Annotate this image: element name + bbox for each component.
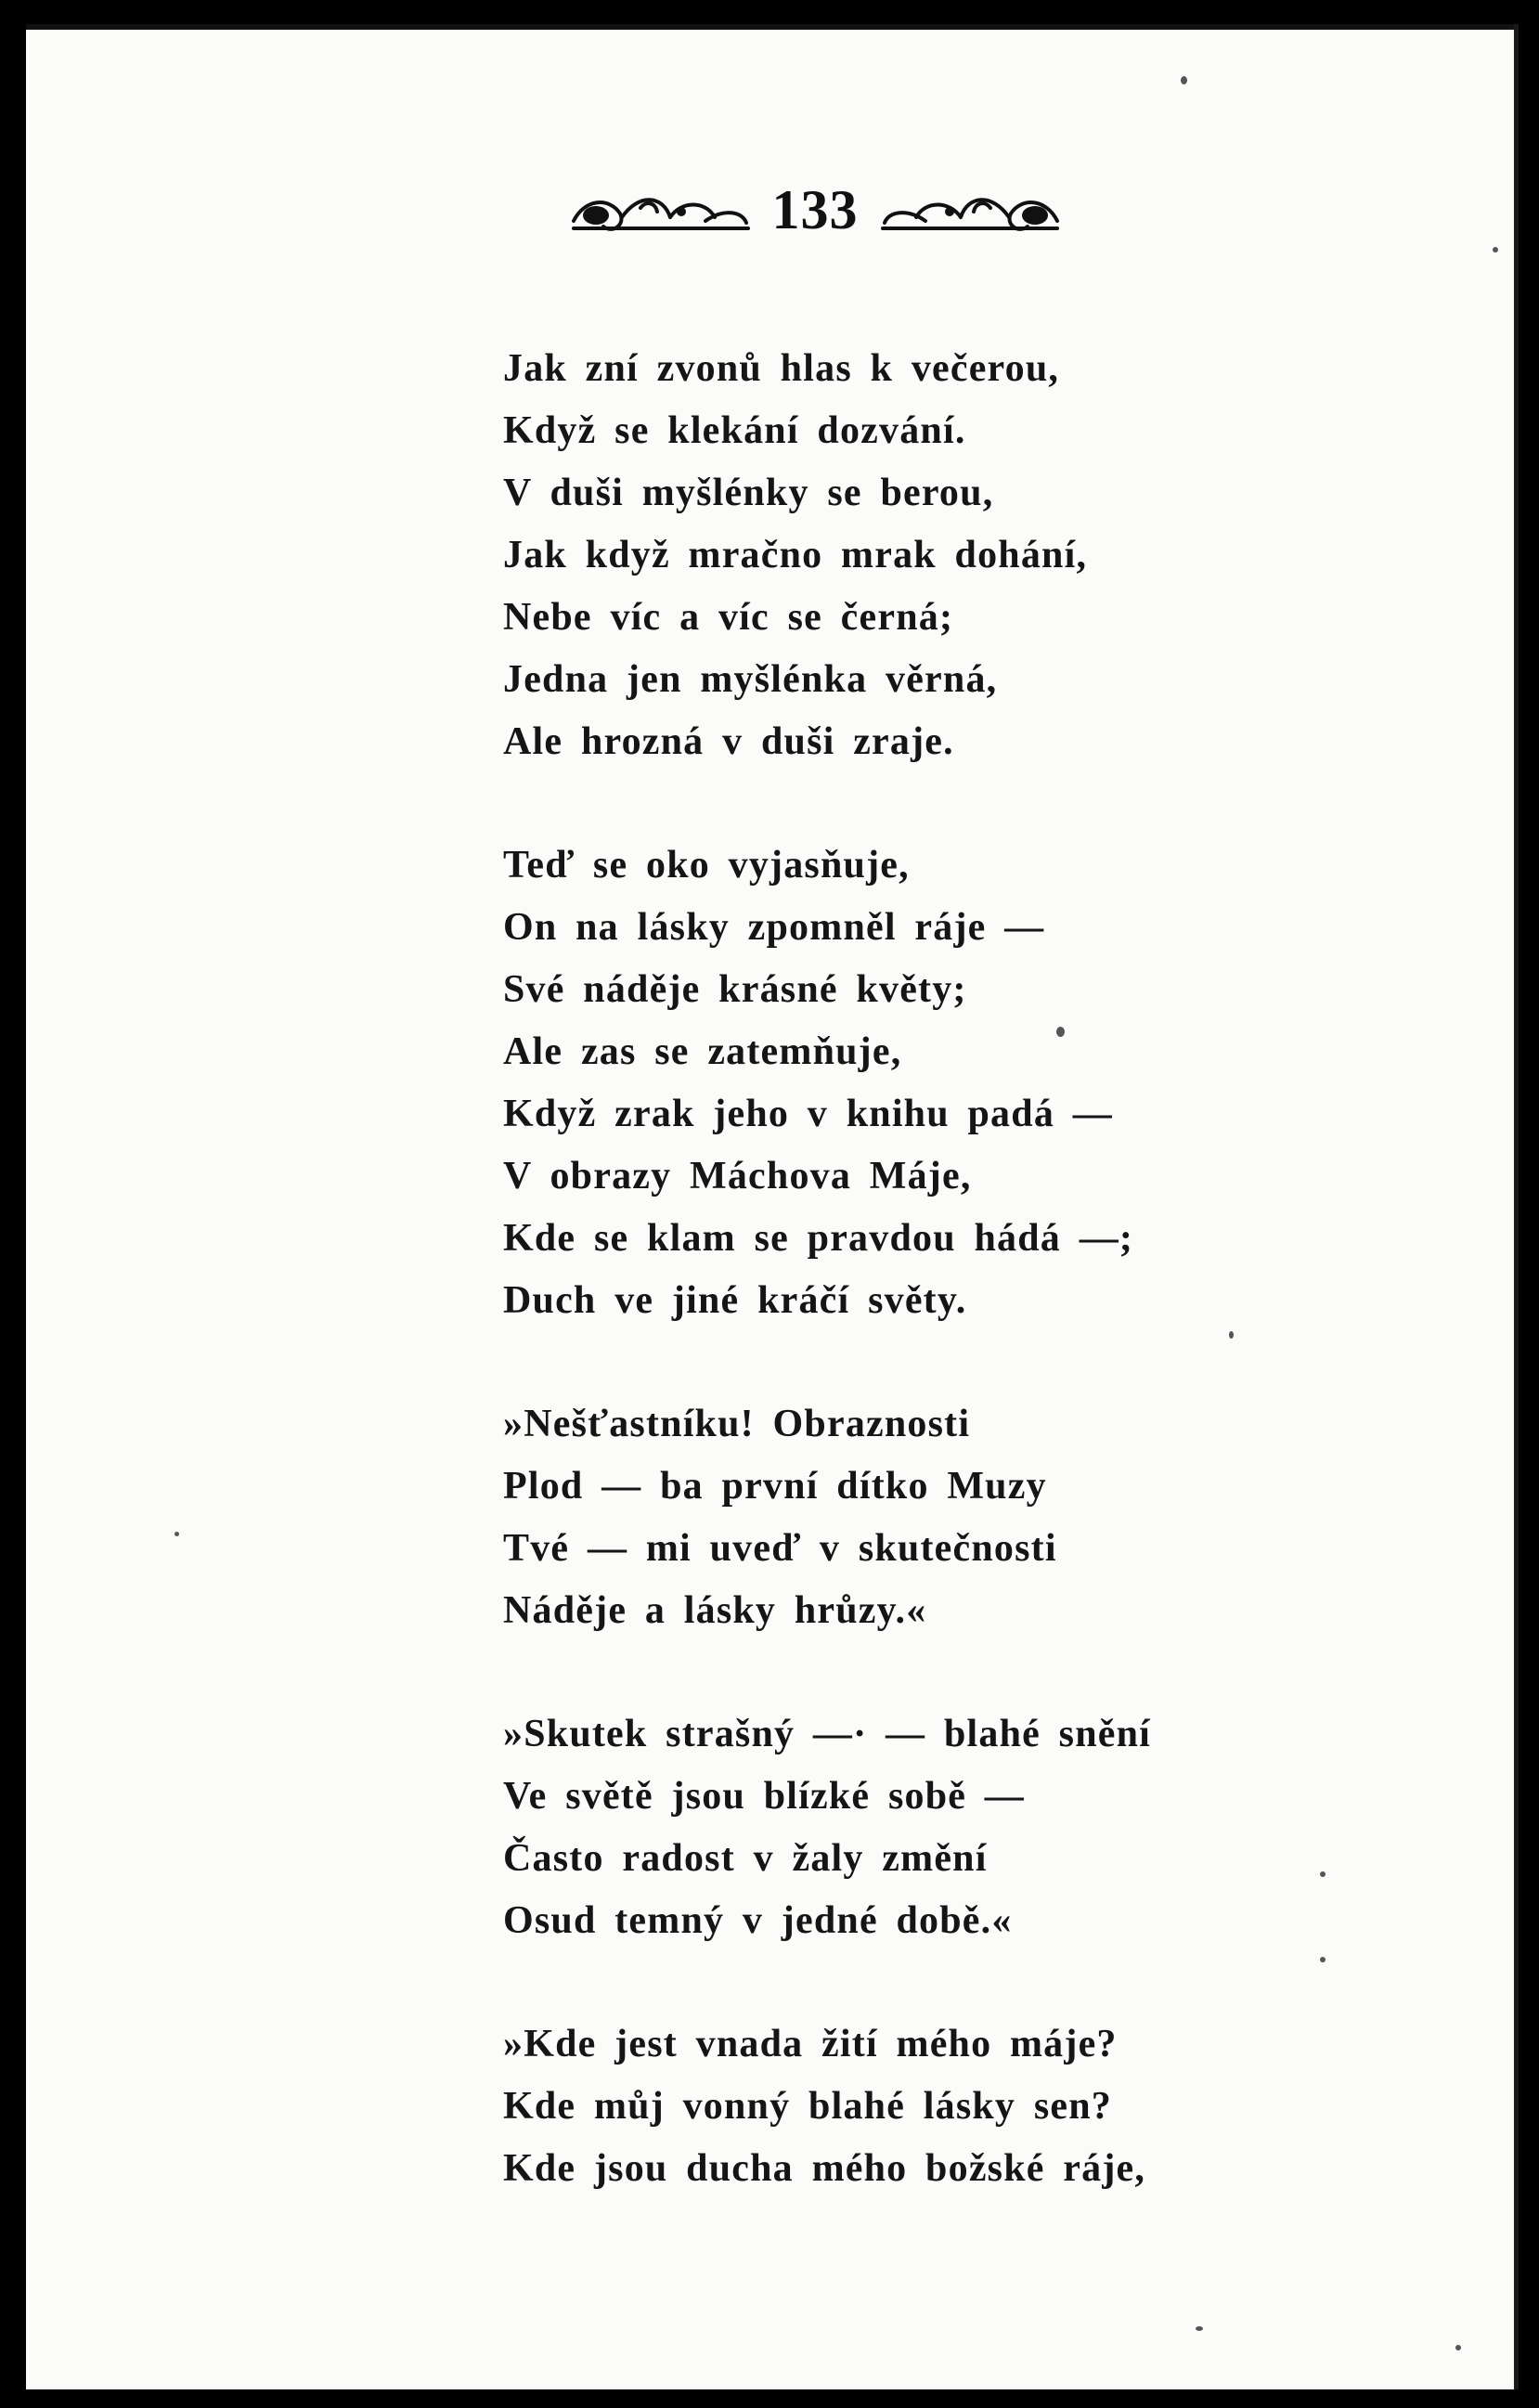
stanza xyxy=(503,1393,1394,1642)
verse-line: Když se klekání dozvání. xyxy=(503,409,966,452)
scan-speck xyxy=(1196,2326,1203,2331)
verse-line: »Nešťastníku! Obraznosti xyxy=(503,1403,971,1445)
stanza xyxy=(503,338,1394,773)
book-page xyxy=(26,24,1519,2389)
verse-line: Duch ve jiné kráčí světy. xyxy=(503,1279,967,1322)
verse-line: Kde jsou ducha mého božské ráje, xyxy=(503,2147,1146,2190)
verse-line: Ale zas se zatemňuje, xyxy=(503,1030,902,1073)
poem-text xyxy=(503,338,1394,2261)
verse-line: On na lásky zpomněl ráje — xyxy=(503,906,1045,949)
verse-line: »Skutek strašný —· — blahé snění xyxy=(503,1713,1152,1755)
verse-line: Kde můj vonný blahé lásky sen? xyxy=(503,2085,1112,2128)
scan-border-right xyxy=(1514,24,1519,2389)
scan-speck xyxy=(1056,1027,1065,1037)
scan-speck xyxy=(1320,1957,1326,1962)
verse-line: Tvé — mi uveď v skutečnosti xyxy=(503,1527,1057,1570)
floral-ornament-left-icon xyxy=(566,180,752,240)
floral-ornament-right-icon xyxy=(879,180,1065,240)
scan-speck xyxy=(1181,76,1187,84)
verse-line: Když zrak jeho v knihu padá — xyxy=(503,1093,1113,1135)
verse-line: Ale hrozná v duši zraje. xyxy=(503,720,954,763)
stanza xyxy=(503,835,1394,1332)
verse-line: Náděje a lásky hrůzy.« xyxy=(503,1589,927,1632)
verse-line: Kde se klam se pravdou hádá —; xyxy=(503,1217,1134,1260)
scan-speck xyxy=(1493,247,1498,252)
verse-line: Často radost v žaly změní xyxy=(503,1837,988,1880)
verse-line: Nebe víc a víc se černá; xyxy=(503,596,954,639)
stanza xyxy=(503,2013,1394,2200)
verse-line: Jak zní zvonů hlas k večerou, xyxy=(503,347,1060,390)
verse-line: Své náděje krásné květy; xyxy=(503,968,967,1011)
verse-line: Jedna jen myšlénka věrná, xyxy=(503,658,998,701)
scan-speck xyxy=(1320,1871,1326,1877)
stanza xyxy=(503,1703,1394,1952)
verse-line: »Kde jest vnada žití mého máje? xyxy=(503,2023,1118,2065)
scan-speck xyxy=(1455,2345,1461,2350)
page-number: 133 xyxy=(771,178,859,240)
verse-line: Osud temný v jedné době.« xyxy=(503,1899,1013,1942)
verse-line: V obrazy Máchova Máje, xyxy=(503,1155,972,1198)
verse-line: Plod — ba první dítko Muzy xyxy=(503,1465,1047,1508)
scan-speck xyxy=(175,1532,179,1536)
verse-line: V duši myšlénky se berou, xyxy=(503,472,994,514)
scan-border-top xyxy=(26,24,1519,30)
verse-line: Jak když mračno mrak dohání, xyxy=(503,534,1088,576)
scan-speck xyxy=(1229,1331,1234,1339)
verse-line: Teď se oko vyjasňuje, xyxy=(503,844,910,887)
verse-line: Ve světě jsou blízké sobě — xyxy=(503,1775,1026,1818)
page-header xyxy=(555,163,1075,256)
